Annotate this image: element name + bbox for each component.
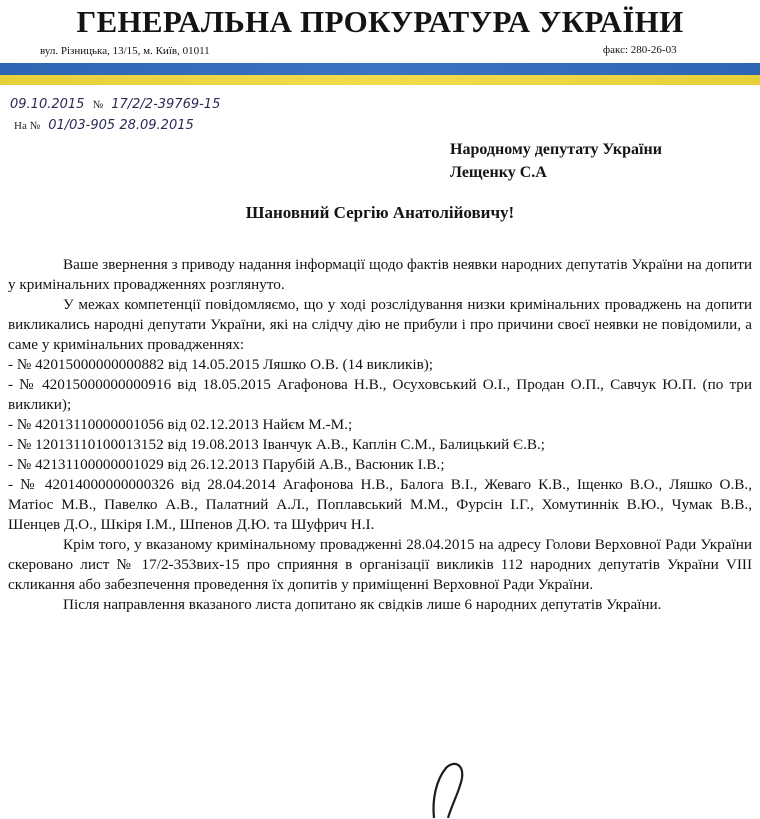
paragraph-2: У межах компетенції повідомляємо, що у ході розслідування низки кримінальних проваджень на допити викликались народні депутати України, які на слідчу дію не прибули і про причини своєї неявки не повідомили, а саме у кримінальних провадженнях: [8,296,752,353]
outgoing-date: 09.10.2015 [10,97,85,112]
number-prefix: № [92,99,104,111]
letterhead-fax: факс: 280-26-03 [603,44,677,56]
reference-registration [10,118,194,133]
signature-mark [412,760,492,819]
case-item: - № 42015000000000916 від 18.05.2015 Агафонова Н.В., Осуховський О.І., Продан О.П., Савчук Ю.П. (по три виклики); [8,376,752,413]
addressee-position: Народному депутату України [450,141,662,158]
paragraph-4: Після направлення вказаного листа допитано як свідків лише 6 народних депутатів України. [63,596,662,613]
outgoing-registration [10,97,220,112]
case-item: - № 12013110100013152 від 19.08.2013 Іванчук А.В., Каплін С.М., Балицький Є.В.; [8,436,546,453]
case-item: - № 42131100000001029 від 26.12.2013 Парубій А.В., Васюник І.В.; [8,456,445,473]
addressee-name: Лещенку С.А [450,164,547,181]
reference-prefix: На № [14,120,41,132]
case-item: - № 42013110000001056 від 02.12.2013 Найєм М.-М.; [8,416,353,433]
letter-body [8,255,752,615]
letterhead-address: вул. Різницька, 13/15, м. Київ, 01011 [40,45,210,57]
paragraph-1: Ваше звернення з приводу надання інформації щодо фактів неявки народних депутатів України на допити у кримінальних провадженнях розглянуто. [8,256,752,293]
case-item: - № 42014000000000326 від 28.04.2014 Агафонова Н.В., Балога В.І., Жеваго К.В., Іщенко В.О., Ляшко О.В., Матіос М.В., Павелко А.В., Палатний А.Л., Поплавський М.М., Фурсін І.Г., Хомутиннік В.Ю., Чумак В.В., Шенцев Д.О., Шкіря І.М., Шпенов Д.Ю. та Шуфрич Н.І. [8,476,752,533]
greeting: Шановний Сергію Анатолійовичу! [245,203,515,222]
outgoing-number: 17/2/2-39769-15 [111,97,221,112]
case-item: - № 42015000000000882 від 14.05.2015 Ляшко О.В. (14 викликів); [8,356,434,373]
paragraph-3: Крім того, у вказаному кримінальному провадженні 28.04.2015 на адресу Голови Верховної Ради України скеровано лист № 17/2-353вих-15 про сприяння в організації викликів 112 народних депутатів України VIII скликання або забезпечення проведення їх допитів у приміщенні Верховної Ради України. [8,536,752,593]
reference-number: 01/03-905 [48,118,116,133]
flag-stripe-yellow [0,75,760,85]
reference-date: 28.09.2015 [119,118,194,133]
flag-stripe-blue [0,63,760,75]
letterhead-title: ГЕНЕРАЛЬНА ПРОКУРАТУРА УКРАЇНИ [76,4,684,39]
addressee-block [450,138,662,184]
